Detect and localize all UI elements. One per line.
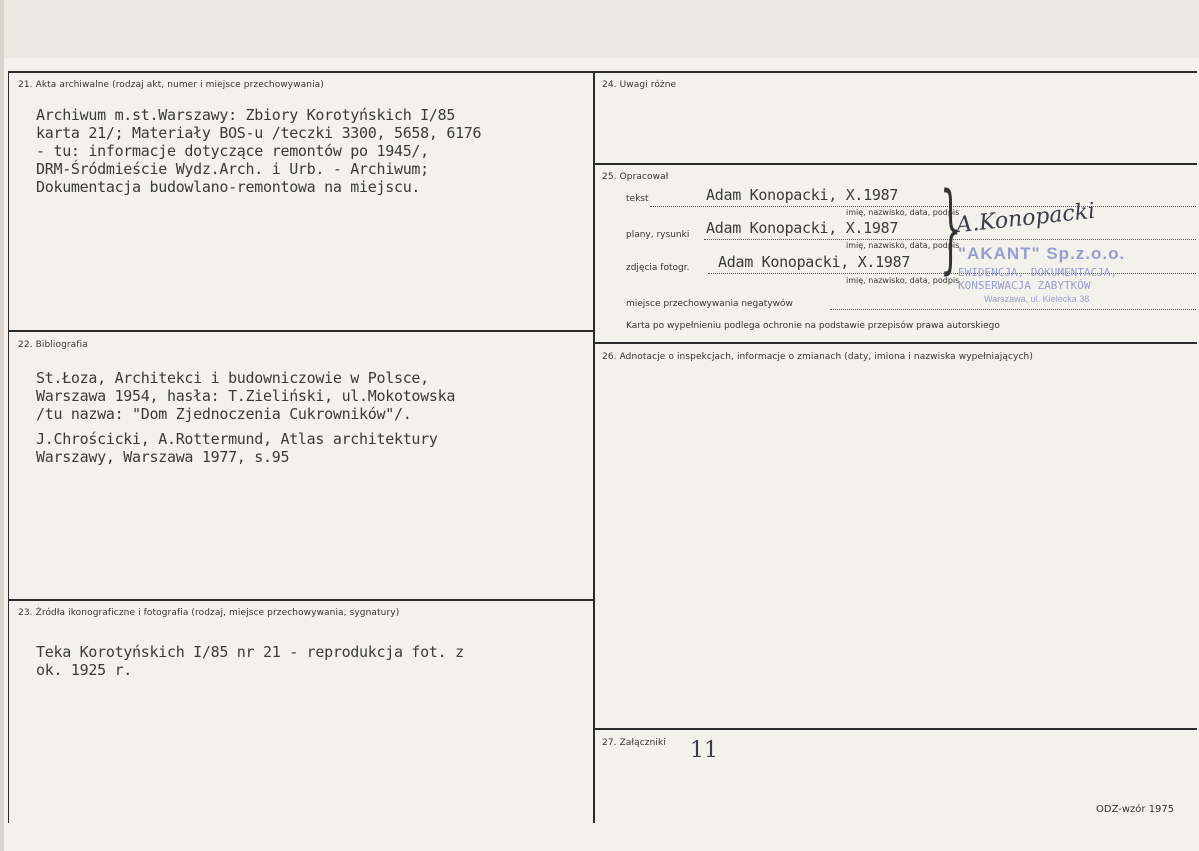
form-code: ODZ-wzór 1975: [1096, 804, 1175, 815]
negatywy-dotted-line: [830, 309, 1196, 310]
section-23-label: 23. Źródła ikonograficzne i fotografia (rodzaj, miejsce przechowywania, sygnatury): [18, 608, 400, 618]
stamp-line-3: KONSERWACJA ZABYTKÓW: [958, 279, 1091, 292]
section-22-label: 22. Bibliografia: [18, 340, 88, 350]
section-25-label: 25. Opracował: [602, 172, 669, 182]
section-27-label: 27. Załączniki: [602, 738, 666, 748]
section-21-line-5: Dokumentacja budowlano-remontowa na miejscu.: [36, 178, 421, 196]
handwritten-signature: A.Konopacki: [955, 198, 1097, 239]
copyright-note: Karta po wypełnieniu podlega ochronie na podstawie przepisów prawa autorskiego: [626, 321, 1000, 331]
tekst-label: tekst: [626, 194, 649, 204]
zdjecia-sublabel: imię, nazwisko, data, podpis: [846, 276, 960, 285]
plany-label: plany, rysunki: [626, 230, 690, 240]
divider-25-26: [594, 342, 1197, 344]
column-divider: [593, 71, 595, 823]
card-edge: [0, 0, 4, 851]
plany-sublabel: imię, nazwisko, data, podpis: [846, 241, 960, 250]
section-23-line-1: Teka Korotyńskich I/85 nr 21 - reprodukcja fot. z: [36, 643, 464, 661]
top-rule: [8, 71, 1197, 73]
section-22-line-5: Warszawy, Warszawa 1977, s.95: [36, 448, 290, 466]
section-27-value: 11: [690, 738, 718, 763]
zdjecia-label: zdjęcia fotogr.: [626, 263, 690, 273]
company-stamp: [958, 244, 1125, 304]
section-21-line-4: DRM-Śródmieście Wydz.Arch. i Urb. - Archiwum;: [36, 160, 429, 178]
stamp-line-1: "AKANT" Sp.z.o.o.: [958, 244, 1126, 263]
section-22-line-4: J.Chrościcki, A.Rottermund, Atlas architektury: [36, 430, 438, 448]
section-21-line-2: karta 21/; Materiały BOS-u /teczki 3300, 5658, 6176: [36, 124, 482, 142]
divider-22-23: [8, 599, 594, 601]
section-22-line-2: Warszawa 1954, hasła: T.Zieliński, ul.Mokotowska: [36, 387, 456, 405]
divider-26-27: [594, 728, 1197, 730]
left-rule: [8, 71, 9, 823]
section-26-label: 26. Adnotacje o inspekcjach, informacje o zmianach (daty, imiona i nazwiska wypełniających): [602, 352, 1033, 362]
section-22-line-1: St.Łoza, Architekci i budowniczowie w Polsce,: [36, 369, 429, 387]
plany-value: Adam Konopacki, X.1987: [706, 219, 899, 237]
divider-24-25: [594, 163, 1197, 165]
section-21-label: 21. Akta archiwalne (rodzaj akt, numer i miejsce przechowywania): [18, 80, 324, 90]
tekst-dotted-line: [650, 206, 1196, 207]
card-top-margin: [0, 0, 1199, 58]
stamp-line-2: EWIDENCJA, DOKUMENTACJA,: [958, 266, 1117, 279]
tekst-sublabel: imię, nazwisko, data, podpis: [846, 208, 960, 217]
tekst-value: Adam Konopacki, X.1987: [706, 186, 899, 204]
section-23-line-2: ok. 1925 r.: [36, 661, 133, 679]
stamp-line-4: Warszawa, ul. Kielecka 38: [984, 294, 1090, 304]
zdjecia-value: Adam Konopacki, X.1987: [718, 253, 911, 271]
section-24-label: 24. Uwagi różne: [602, 80, 677, 90]
brace: }: [940, 172, 962, 284]
section-21-line-3: - tu: informacje dotyczące remontów po 1945/,: [36, 142, 429, 160]
divider-21-22: [8, 330, 594, 332]
negatywy-label: miejsce przechowywania negatywów: [626, 299, 793, 309]
section-22-line-3: /tu nazwa: "Dom Zjednoczenia Cukrowników"/.: [36, 405, 412, 423]
section-21-line-1: Archiwum m.st.Warszawy: Zbiory Korotyńskich I/85: [36, 106, 456, 124]
